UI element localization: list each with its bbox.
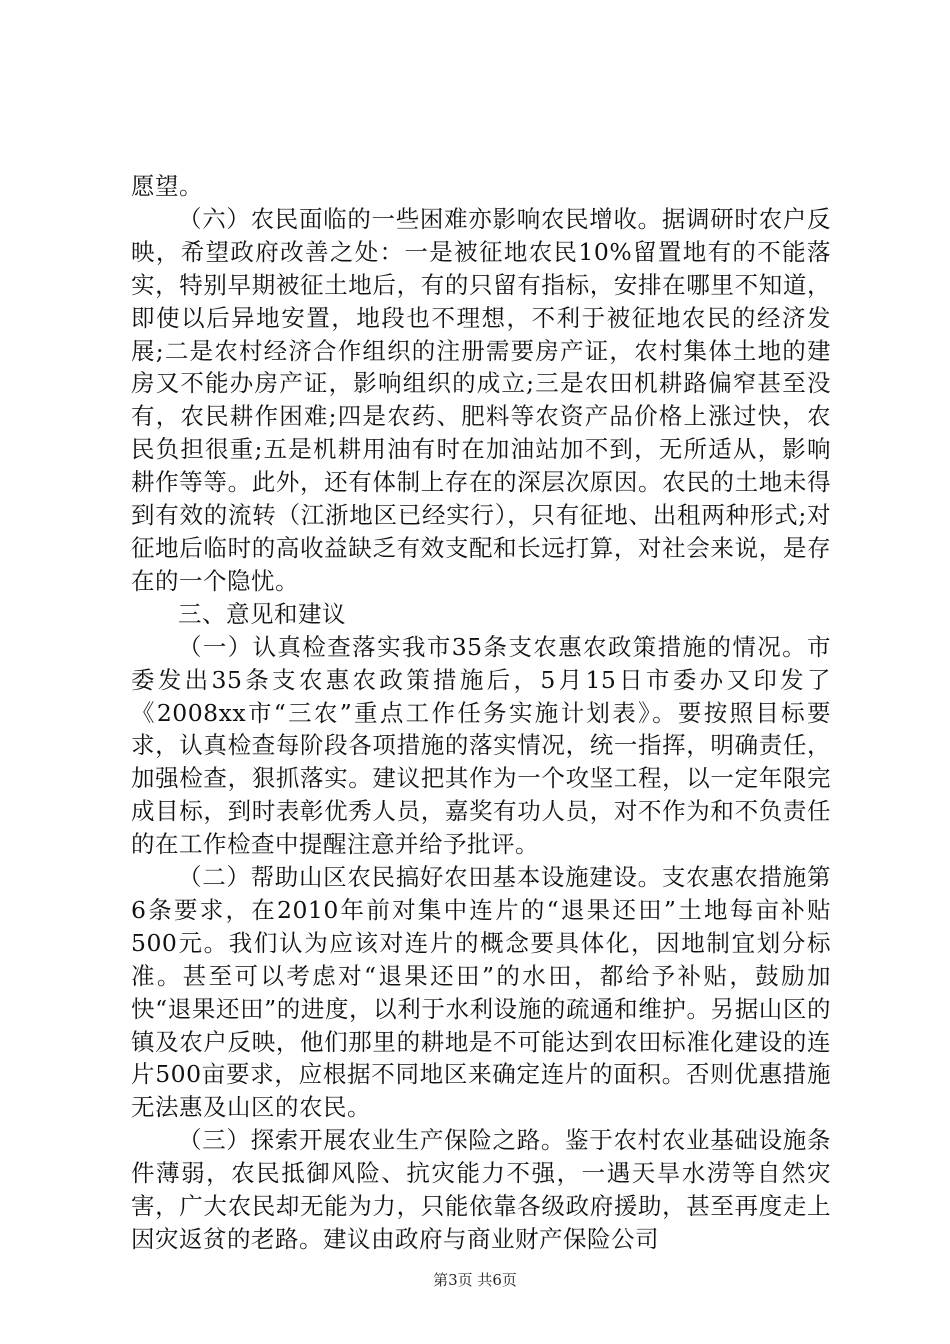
paragraph-suggestion-2: （二）帮助山区农民搞好农田基本设施建设。支农惠农措施第6条要求，在2010年前对集中连片的“退果还田”土地每亩补贴500元。我们认为应该对连片的概念要具体化，因地制宜划分标准。甚至可以考虑对“退果还田”的水田，都给予补贴，鼓励加快“退果还田”的进度，以利于水利设施的疏通和维护。另据山区的镇及农户反映，他们那里的耕地是不可能达到农田标准化建设的连片500亩要求，应根据不同地区来确定连片的面积。否则优惠措施无法惠及山区的农民。 [131, 863, 831, 1122]
paragraph-suggestion-3: （三）探索开展农业生产保险之路。鉴于农村农业基础设施条件薄弱，农民抵御风险、抗灾能力不强，一遇天旱水涝等自然灾害，广大农民却无能为力，只能依靠各级政府援助，甚至再度走上因灾返贫的老路。建议由政府与商业财产保险公司 [131, 1126, 831, 1253]
document-body [131, 170, 831, 1256]
section-heading-suggestions: 三、意见和建议 [178, 599, 346, 628]
paragraph-continuation: 愿望。 [131, 172, 203, 200]
page-number-footer: 第3页 共6页 [433, 1271, 517, 1289]
paragraph-section-6: （六）农民面临的一些困难亦影响农民增收。据调研时农户反映，希望政府改善之处：一是被征地农民10%留置地有的不能落实，特别早期被征土地后，有的只留有指标，安排在哪里不知道，即使以后异地安置，地段也不理想，不利于被征地农民的经济发展;二是农村经济合作组织的注册需要房产证，农村集体土地的建房又不能办房产证，影响组织的成立;三是农田机耕路偏窄甚至没有，农民耕作困难;四是农药、肥料等农资产品价格上涨过快，农民负担很重;五是机耕用油有时在加油站加不到，无所适从，影响耕作等等。此外，还有体制上存在的深层次原因。农民的土地未得到有效的流转（江浙地区已经实行），只有征地、出租两种形式;对征地后临时的高收益缺乏有效支配和长远打算，对社会来说，是存在的一个隐忧。 [131, 204, 831, 595]
paragraph-suggestion-1: （一）认真检查落实我市35条支农惠农政策措施的情况。市委发出35条支农惠农政策措施后，5月15日市委办又印发了《2008xx市“三农”重点工作任务实施计划表》。要按照目标要求，认真检查每阶段各项措施的落实情况，统一指挥，明确责任，加强检查，狠抓落实。建议把其作为一个攻坚工程，以一定年限完成目标，到时表彰优秀人员，嘉奖有功人员，对不作为和不负责任的在工作检查中提醒注意并给予批评。 [131, 632, 831, 859]
